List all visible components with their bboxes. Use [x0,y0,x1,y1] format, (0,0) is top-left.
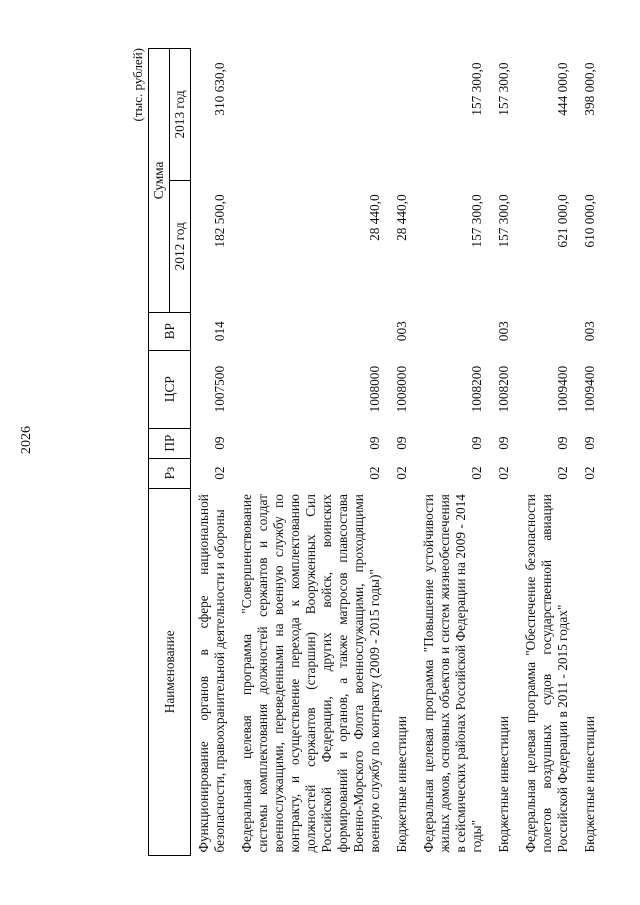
header-year-2013: 2013 год [170,49,191,181]
row-rz: 02 [212,466,227,480]
row-sum-2013 [389,49,416,181]
row-sum-2013: 157 300,0 [469,62,484,116]
budget-table-sheet [120,48,597,856]
row-rz: 02 [582,466,597,480]
row-name: Функционирование органов в сфере национальной безопасности, правоохранительной деятельности и обороны [196,494,227,853]
row-sum-2012: 157 300,0 [496,194,511,248]
table-row [491,49,518,856]
table-row [191,49,235,856]
row-sum-2012: 157 300,0 [469,194,484,248]
row-sum-2013: 157 300,0 [496,62,511,116]
row-rz: 02 [469,466,484,480]
row-csr: 1009400 [555,365,570,413]
row-sum-2012: 621 000,0 [555,194,570,248]
row-csr: 1009400 [582,365,597,413]
header-pr: ПР [149,428,191,458]
row-rz: 02 [555,466,570,480]
row-rz: 02 [394,466,409,480]
row-name: Бюджетные инвестиции [496,715,511,853]
row-vr: 014 [212,321,227,342]
row-vr [234,312,389,350]
row-name: Федеральная целевая программа "Обеспечение безопасности полетов воздушных судов государственной авиации Российской Федерации в 2011 - 2015 годах" [523,494,570,853]
row-rz: 02 [367,466,382,480]
row-csr: 1008200 [496,365,511,413]
row-vr [416,312,491,350]
row-sum-2012: 182 500,0 [212,194,227,248]
row-sum-2013: 398 000,0 [582,62,597,116]
row-sum-2012: 610 000,0 [582,194,597,248]
row-sum-2012: 28 440,0 [394,194,409,241]
row-csr: 1008200 [469,365,484,413]
header-row [149,49,170,856]
row-csr: 1008000 [394,365,409,413]
row-vr: 003 [496,321,511,342]
row-name: Федеральная целевая программа "Совершенствование системы комплектования должностей сержантов и солдат военнослужащими, переведенными на военную службу по контракту, и осуществление перехода к комплектованию должностей сержантов (старшин) Вооруженных Сил Российской Федерации, других войск, воинских формирований и органов, а также матросов плавсостава Военно-Морского Флота военнослужащими, проходящими военную службу по контракту (2009 - 2015 годы)" [239,494,382,853]
table-row [518,49,577,856]
header-rz: Рз [149,458,191,488]
table-row [577,49,604,856]
row-rz: 02 [496,466,511,480]
row-pr: 09 [582,436,597,450]
table-row [416,49,491,856]
row-name: Бюджетные инвестиции [394,715,409,853]
header-vr: ВР [149,312,191,350]
row-sum-2013: 444 000,0 [555,62,570,116]
row-csr: 1008000 [367,365,382,413]
page-number: 2026 [19,426,34,454]
row-name: Бюджетные инвестиции [582,715,597,853]
units-label: (тыс. рублей) [130,48,145,122]
row-name: Федеральная целевая программа "Повышение устойчивости жилых домов, основных объектов и систем жизнеобеспечения в сейсмических районах Российской Федерации на 2009 - 2014 годы" [421,494,484,853]
header-sum: Сумма [149,49,170,313]
row-pr: 09 [212,436,227,450]
row-vr: 003 [394,321,409,342]
row-sum-2013: 310 630,0 [212,62,227,116]
row-pr: 09 [367,436,382,450]
row-csr: 1007500 [212,365,227,413]
row-pr: 09 [555,436,570,450]
header-csr: ЦСР [149,350,191,428]
row-pr: 09 [394,436,409,450]
row-pr: 09 [496,436,511,450]
header-name: Наименование [149,488,191,855]
header-year-2012: 2012 год [170,180,191,312]
row-sum-2012: 28 440,0 [367,194,382,241]
table-row [234,49,389,856]
row-vr [518,312,577,350]
row-pr: 09 [469,436,484,450]
table-row [389,49,416,856]
row-sum-2013 [234,49,389,181]
budget-table [148,48,604,856]
row-vr: 003 [582,321,597,342]
